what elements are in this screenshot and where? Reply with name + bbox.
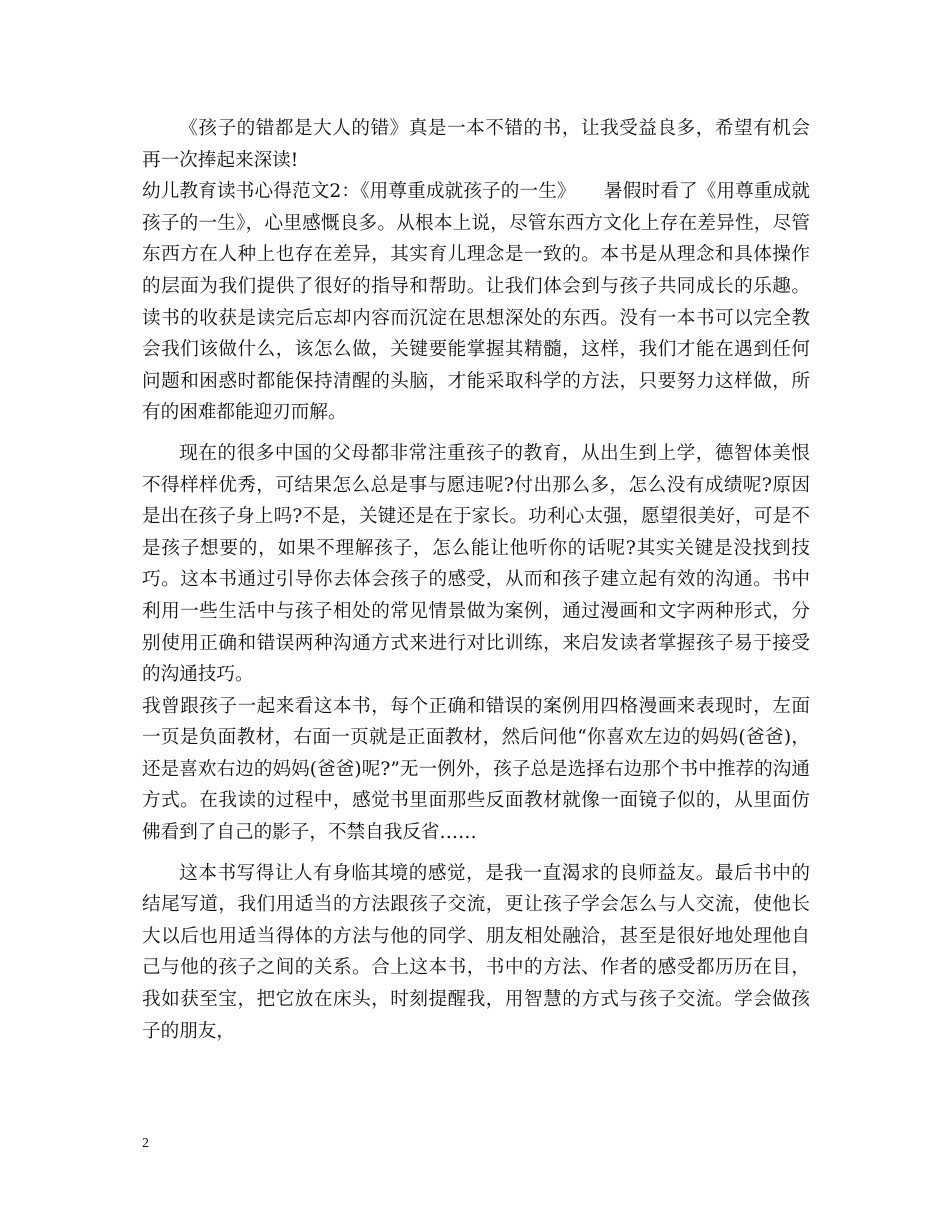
paragraph-reading-with-child: 我曾跟孩子一起来看这本书，每个正确和错误的案例用四格漫画来表现时，左面一页是负面教材，右面一页就是正面教材，然后问他“你喜欢左边的妈妈(爸爸)，还是喜欢右边的妈妈(爸爸)呢?”无一例外，孩子总是选择右边那个书中推荐的沟通方式。在我读的过程中，感觉书里面那些反面教材就像一面镜子似的，从里面仿佛看到了自己的影子，不禁自我反省…… xyxy=(142,695,810,844)
document-body xyxy=(142,113,810,1047)
paragraph-essay-two-intro: 幼儿教育读书心得范文2：《用尊重成就孩子的一生》 暑假时看了《用尊重成就孩子的一生》，心里感慨良多。从根本上说，尽管东西方文化上存在差异性，尽管东西方在人种上也存在差异，其实育儿理念是一致的。本书是从理念和具体操作的层面为我们提供了很好的指导和帮助。让我们体会到与孩子共同成长的乐趣。读书的收获是读完后忘却内容而沉淀在思想深处的东西。没有一本书可以完全教会我们该做什么，该怎么做，关键要能掌握其精髓，这样，我们才能在遇到任何问题和困惑时都能保持清醒的头脑，才能采取科学的方法，只要努力这样做，所有的困难都能迎刃而解。 xyxy=(142,181,810,424)
paragraph-book-conclusion: 《孩子的错都是大人的错》真是一本不错的书，让我受益良多，希望有机会再一次捧起来深读! xyxy=(142,118,810,171)
page-number: 2 xyxy=(142,1136,149,1151)
paragraph-parents-education: 现在的很多中国的父母都非常注重孩子的教育，从出生到上学，德智体美恨不得样样优秀，可结果怎么总是事与愿违呢?付出那么多，怎么没有成绩呢?原因是出在孩子身上吗?不是，关键还是在于家长。功利心太强，愿望很美好，可是不是孩子想要的，如果不理解孩子，怎么能让他听你的话呢?其实关键是没找到技巧。这本书通过引导你去体会孩子的感受，从而和孩子建立起有效的沟通。书中利用一些生活中与孩子相处的常见情景做为案例，通过漫画和文字两种形式，分别使用正确和错误两种沟通方式来进行对比训练，来启发读者掌握孩子易于接受的沟通技巧。 xyxy=(142,442,810,686)
paragraph-book-summary: 这本书写得让人有身临其境的感觉，是我一直渴求的良师益友。最后书中的结尾写道，我们用适当的方法跟孩子交流，更让孩子学会怎么与人交流，使他长大以后也用适当得体的方法与他的同学、朋友相处融洽，甚至是很好地处理他自己与他的孩子之间的关系。合上这本书，书中的方法、作者的感受都历历在目，我如获至宝，把它放在床头，时刻提醒我，用智慧的方式与孩子交流。学会做孩子的朋友， xyxy=(142,862,810,1042)
